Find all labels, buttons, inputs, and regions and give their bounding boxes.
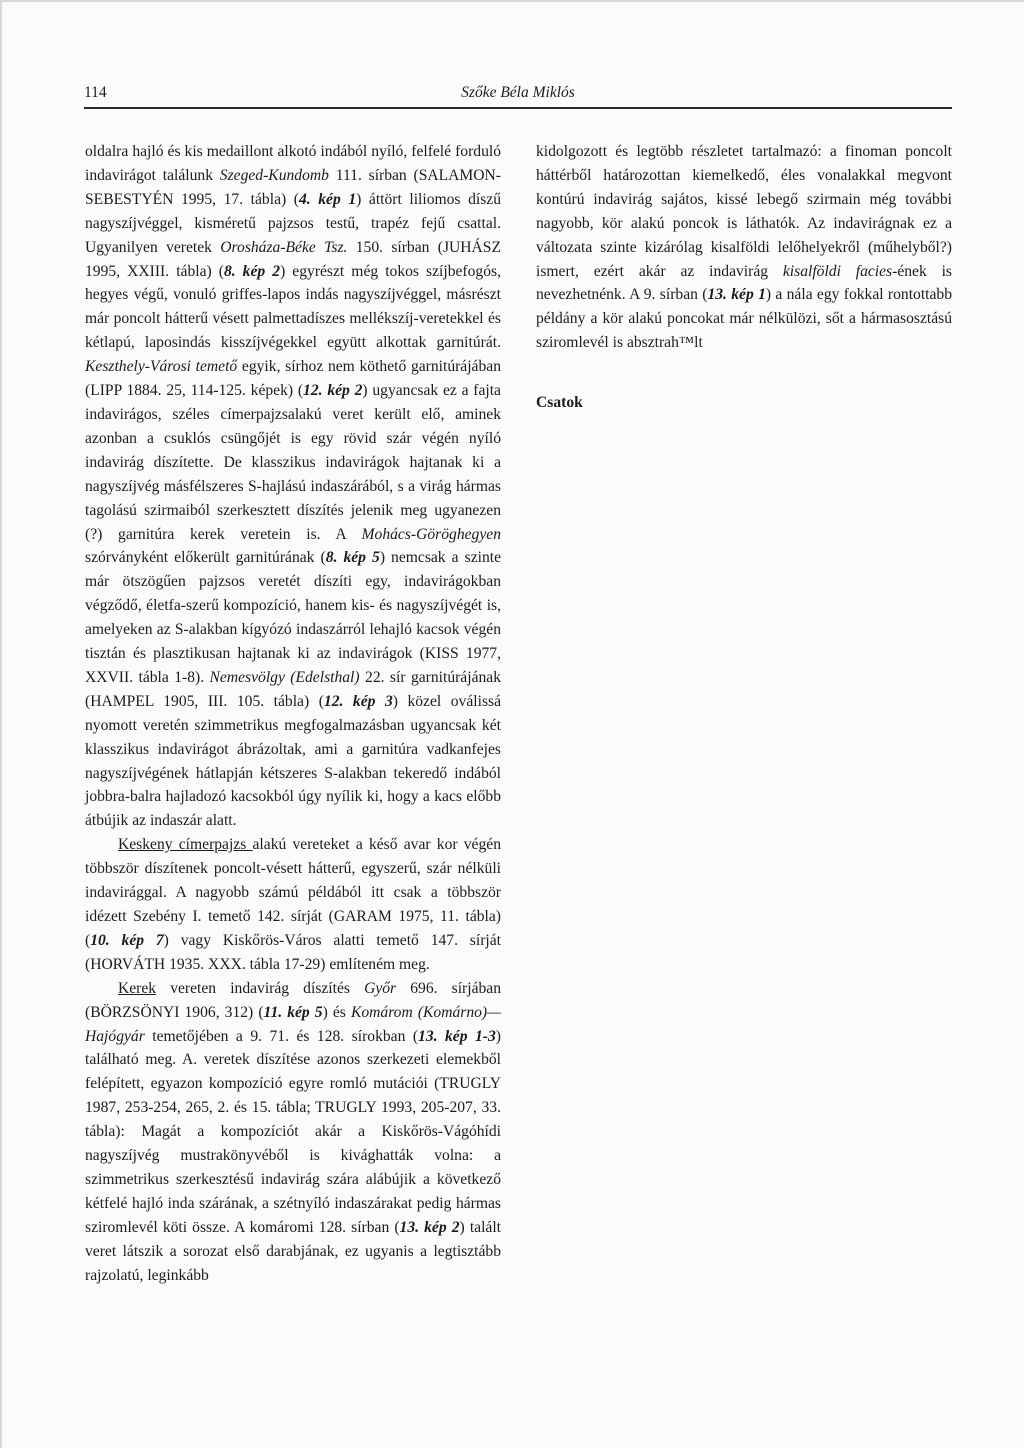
paragraph (536, 140, 952, 355)
text-run: ) közel oválissá nyomott veretén szimmetrikus megfogalmazásban ugyancsak két klasszikus indavirágot ábrázoltak, ami a garnitúra vadkanfejes nagyszíjvégének hátlapján kétszeres S-alakban tekeredő indából jobbra-balra hajladozó kacsokból úgy nyílik ki, hogy a kacs előbb átbújik az indaszár alatt. (85, 692, 501, 830)
text-run: 12. kép 2 (303, 382, 363, 400)
text-run: 12. kép 3 (323, 692, 393, 710)
text-run: 8. kép 2 (223, 262, 281, 280)
running-author: Szőke Béla Miklós (461, 84, 575, 101)
text-run: 11. kép 5 (263, 1003, 323, 1021)
text-run: ) áttört liliomos díszű nagyszíjvéggel, kisméretű pajzsos testű, trapéz fejű csattal. Ugyanilyen veretek (85, 190, 501, 256)
text-run: ) nemcsak a szinte már ötszögűen pajzsos veretét díszíti egy, indavirágokban végződő, életfa-szerű kompozíció, hanem kis- és nagyszíjvégét is, amelyeken az S-alakban kígyózó indaszárról lehajló kacsok végén tisztán és plasztikusan hajtanak ki az indavirágok (KISS 1977, XXVII. tábla 1-8). (85, 549, 501, 686)
text-run: Mohács-Göröghegyen (361, 525, 501, 543)
text-run: Komárom (Komárno)—Hajógyár (85, 1003, 501, 1045)
text-run: Szeged-Kundomb (219, 166, 329, 184)
text-run: 4. kép 1 (298, 190, 357, 208)
text-run: Nemesvölgy (Edelsthal) (209, 668, 360, 686)
text-run: ) a nála egy fokkal rontottabb példány a kör alakú poncokat már nélkülözi, sőt a hármasosztású sziromlevél is absztrah™lt (536, 286, 953, 352)
text-run: vereten indavirág díszítés (156, 979, 365, 997)
text-run: 22. sír garnitúrájának (HAMPEL 1905, III. 105. tábla) ( (85, 668, 502, 710)
text-run: Kerek (118, 979, 157, 997)
text-run: Keszthely-Városi temető (85, 358, 238, 376)
text-run: ) ugyancsak ez a fajta indavirágos, széles címerpajzsalakú veret került elő, aminek azonban a csuklós csüngőjét is egy rövid szár végén nyíló indavirág díszítette. De klasszikus indavirágok hajtanak ki a nagyszíjvég másfélszeres S-hajlású indaszárából, s a virág hármas tagolású szirmaiból szerkesztett díszítés jelenik meg ugyanezen (?) garnitúra kerek veretein is. A (85, 382, 501, 543)
header-rule (84, 107, 952, 109)
scan-edge-top (0, 0, 1024, 2)
paragraph (85, 140, 501, 833)
scan-edge-left (0, 0, 2, 1448)
text-run: 8. kép 5 (325, 549, 380, 567)
paragraph (85, 977, 501, 1288)
text-run: Győr (364, 979, 397, 997)
text-run: 696. sírjában (BÖRZSÖNYI 1906, 312) ( (85, 979, 502, 1021)
text-run: temetőjében a 9. 71. és 128. sírokban ( (144, 1027, 419, 1045)
right-column (536, 140, 952, 415)
text-run: 13. kép 1-3 (418, 1027, 496, 1045)
page-number: 114 (84, 84, 107, 101)
text-run: ) található meg. A. veretek díszítése azonos szerkezeti elemekből felépített, egyazon kompozíció egyre romló mutációi (TRUGLY 1987, 253-254, 265, 2. és 15. tábla; TRUGLY 1993, 205-207, 33. tábla): Magát a kompozíciót akár a Kiskőrös-Vágóhídi nagyszíjvég mustrakönyvéből is kivághatták volna: a szimmetrikus szerkesztésű indavirág szára alábújik a következő kétfelé hajló inda szárának, a szétnyíló indaszárakat pedig hármas sziromlevél köti össze. A komáromi 128. sírban ( (85, 1027, 501, 1236)
text-run: ) talált veret látszik a sorozat első darabjának, ez ugyanis a legtisztább rajzolatú, leginkább (85, 1218, 502, 1284)
section-heading: Csatok (536, 394, 583, 412)
paragraph (85, 833, 501, 976)
text-run: oldalra hajló és kis medaillont alkotó indából nyíló, felfelé forduló indavirágot találunk (85, 143, 501, 184)
text-run: kisalföldi facies (782, 262, 893, 280)
text-run: 10. kép 7 (90, 931, 164, 949)
text-run: -ének is nevezhetnénk. A 9. sírban ( (536, 262, 952, 304)
text-run: 13. kép 2 (399, 1218, 460, 1236)
running-header (84, 84, 952, 106)
text-run: Orosháza-Béke Tsz. (220, 238, 348, 256)
text-run: 150. sírban (JUHÁSZ 1995, XXIII. tábla) ( (85, 238, 502, 280)
text-run: Keskeny címerpajzs (118, 836, 253, 854)
text-run: ) vagy Kiskőrös-Város alatti temető 147. sírját (HORVÁTH 1935. XXX. tábla 17-29) említeném meg. (85, 931, 501, 973)
text-run: ) és (322, 1003, 351, 1021)
text-run: kidolgozott és legtöbb részletet tartalmazó: a finoman poncolt háttérből határozottan kiemelkedő, éles vonalakkal megvont kontúrú indavirág sajátos, kissé lebegő szirmain még további nagyobb, kör alakú poncok is láthatók. Az indavirágnak ez a változata szinte kizárólag kisalföldi lelőhelyekről (műhelyből?) ismert, ezért akár az indavirág (536, 143, 952, 280)
text-run: 13. kép 1 (707, 286, 766, 304)
text-run: ) egyrészt még tokos szíjbefogós, hegyes végű, vonuló griffes-lapos indás nagyszíjvéggel, másrészt már poncolt hátterű vésett palmettadíszes mellékszíj-veretekkel és kétlapú, laposindás kisszíjvégekkel együtt alkottak garnitúrát. (85, 262, 501, 352)
text-run: 111. sírban (SALAMON-SEBESTYÉN 1995, 17. tábla) ( (85, 166, 501, 208)
text-run: egyik, sírhoz nem köthető garnitúrájában (LIPP 1884. 25, 114-125. képek) ( (85, 358, 501, 400)
left-column (85, 140, 501, 1288)
text-run: szórványként előkerült garnitúrának ( (85, 549, 326, 567)
text-run: alakú vereteket a késő avar kor végén többször díszítenek poncolt-vésett hátterű, egyszerű, szár nélküli indavirággal. A nagyobb számú példából itt csak a többször idézett Szebény I. temető 142. sírját (GARAM 1975, 11. tábla) ( (85, 836, 501, 949)
